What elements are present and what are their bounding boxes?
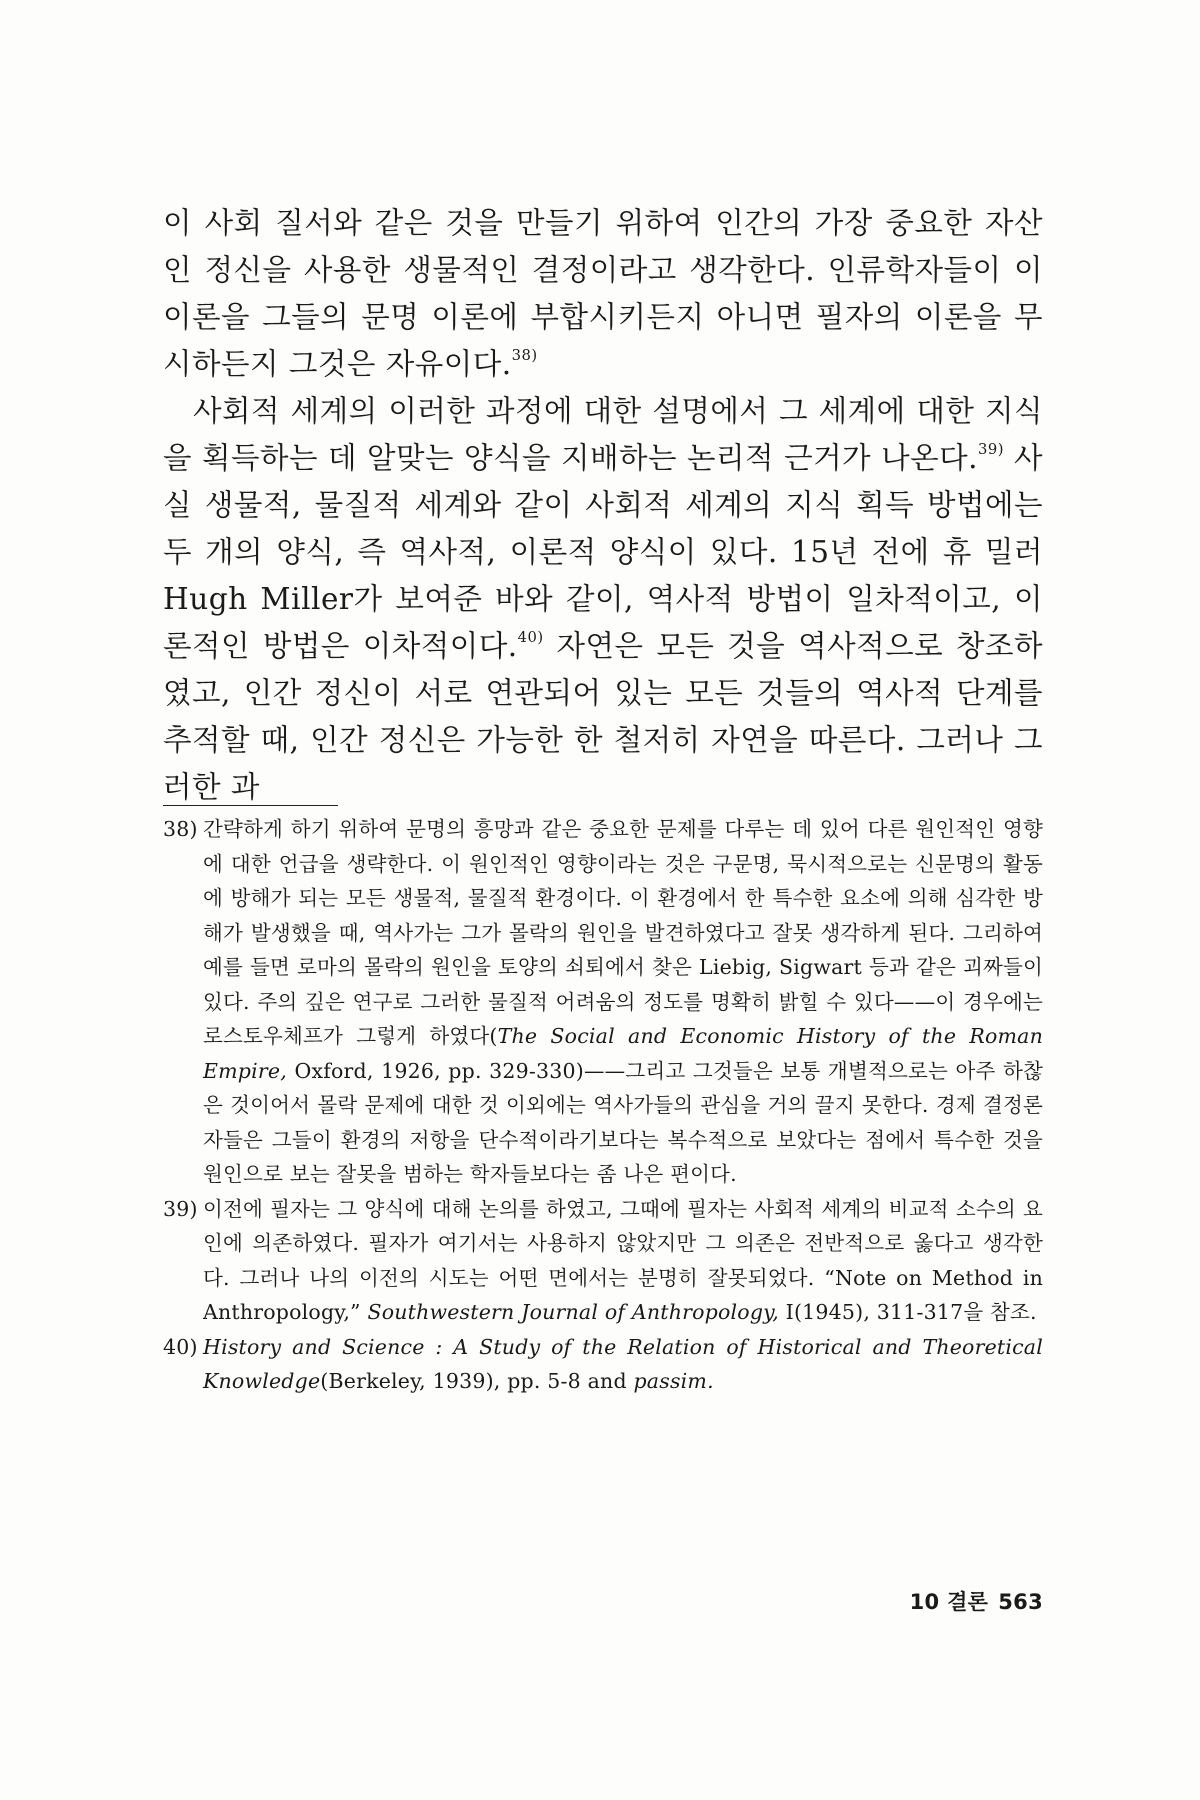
footnote-number: 40)	[163, 1334, 198, 1359]
running-footer	[910, 1586, 1043, 1616]
page-number: 563	[998, 1590, 1043, 1614]
paragraph-2	[163, 388, 1043, 811]
paragraph-2-text-c: 자연은 모든 것을 역사적으로 창조하였고, 인간 정신이 서로 연관되어 있는 모든 것들의 역사적 단계를 추적할 때, 인간 정신은 가능한 한 철저히 자연을 따른다. 그러나 그러한 과	[163, 629, 1043, 804]
footnote-text	[203, 812, 1043, 1192]
footnotes	[163, 812, 1043, 1399]
footnote-39-text-b: I(1945), 311-317을 참조.	[778, 1300, 1037, 1324]
main-text	[163, 200, 1043, 811]
footnote-39-text-a: 이전에 필자는 그 양식에 대해 논의를 하였고, 그때에 필자는 사회적 세계의 비교적 소수의 요인에 의존하였다. 필자가 여기서는 사용하지 않았지만 그 의존은 전반적으로 옳다고 생각한다. 그러나 나의 이전의 시도는 어떤 면에서는 분명히 잘못되었다. “Note on Method in Anthropology,”	[203, 1196, 1043, 1324]
paragraph-1	[163, 200, 1043, 388]
footnote-number: 38)	[163, 817, 198, 841]
paragraph-2-text-b: 사실 생물적, 물질적 세계와 같이 사회적 세계의 지식 획득 방법에는 두 개의 양식, 즉 역사적, 이론적 양식이 있다. 15년 전에 휴 밀러 Hugh Miller가 보여준 바와 같이, 역사적 방법이 일차적이고, 이론적인 방법은 이차적이다.	[163, 441, 1043, 663]
chapter-label: 10 결론	[909, 1590, 989, 1614]
footnote-38-book-title: The Social and Economic History of the Roman Empire,	[203, 1024, 1043, 1083]
footnote-40	[163, 1330, 1043, 1399]
footnote-text	[203, 1192, 1043, 1330]
footnote-39	[163, 1192, 1043, 1330]
footnote-40-passim: passim.	[633, 1369, 714, 1393]
footnote-ref-38: 38)	[511, 347, 538, 365]
footnote-text	[203, 1330, 1043, 1399]
footnote-number: 39)	[163, 1196, 198, 1221]
footnote-40-book-title: History and Science : A Study of the Relation of Historical and Theoretical Knowledge	[203, 1334, 1043, 1393]
paragraph-2-text-a: 사회적 세계의 이러한 과정에 대한 설명에서 그 세계에 대한 지식을 획득하는 데 알맞는 양식을 지배하는 논리적 근거가 나온다.	[163, 394, 1043, 475]
footnote-40-text-b: (Berkeley, 1939), pp. 5-8 and	[320, 1369, 634, 1393]
footnote-38-text-a: 간략하게 하기 위하여 문명의 흥망과 같은 중요한 문제를 다루는 데 있어 다른 원인적인 영향에 대한 언급을 생략한다. 이 원인적인 영향이라는 것은 구문명, 묵시적으로는 신문명의 활동에 방해가 되는 모든 생물적, 물질적 환경이다. 이 환경에서 한 특수한 요소에 의해 심각한 방해가 발생했을 때, 역사가는 그가 몰락의 원인을 발견하였다고 잘못 생각하게 된다. 그리하여 예를 들면 로마의 몰락의 원인을 토양의 쇠퇴에서 찾은 Liebig, Sigwart 등과 같은 괴짜들이 있다. 주의 깊은 연구로 그러한 물질적 어려움의 정도를 명확히 밝힐 수 있다——이 경우에는 로스토우체프가 그렇게 하였다(	[203, 817, 1043, 1048]
footnote-ref-40: 40)	[517, 629, 544, 647]
footnote-39-journal-title: Southwestern Journal of Anthropology,	[367, 1300, 779, 1324]
footnote-38	[163, 812, 1043, 1192]
footnote-ref-39: 39)	[977, 441, 1004, 459]
paragraph-1-text: 이 사회 질서와 같은 것을 만들기 위하여 인간의 가장 중요한 자산인 정신을 사용한 생물적인 결정이라고 생각한다. 인류학자들이 이 이론을 그들의 문명 이론에 부합시키든지 아니면 필자의 이론을 무시하든지 그것은 자유이다.	[163, 206, 1043, 381]
footnote-divider	[163, 805, 338, 806]
footnote-38-text-b: Oxford, 1926, pp. 329-330)——그리고 그것들은 보통 개별적으로는 아주 하찮은 것이어서 몰락 문제에 대한 것 이외에는 역사가들의 관심을 거의 끌지 못한다. 경제 결정론자들은 그들이 환경의 저항을 단수적이라기보다는 복수적으로 보았다는 점에서 특수한 것을 원인으로 보는 잘못을 범하는 학자들보다는 좀 나은 편이다.	[203, 1058, 1043, 1186]
